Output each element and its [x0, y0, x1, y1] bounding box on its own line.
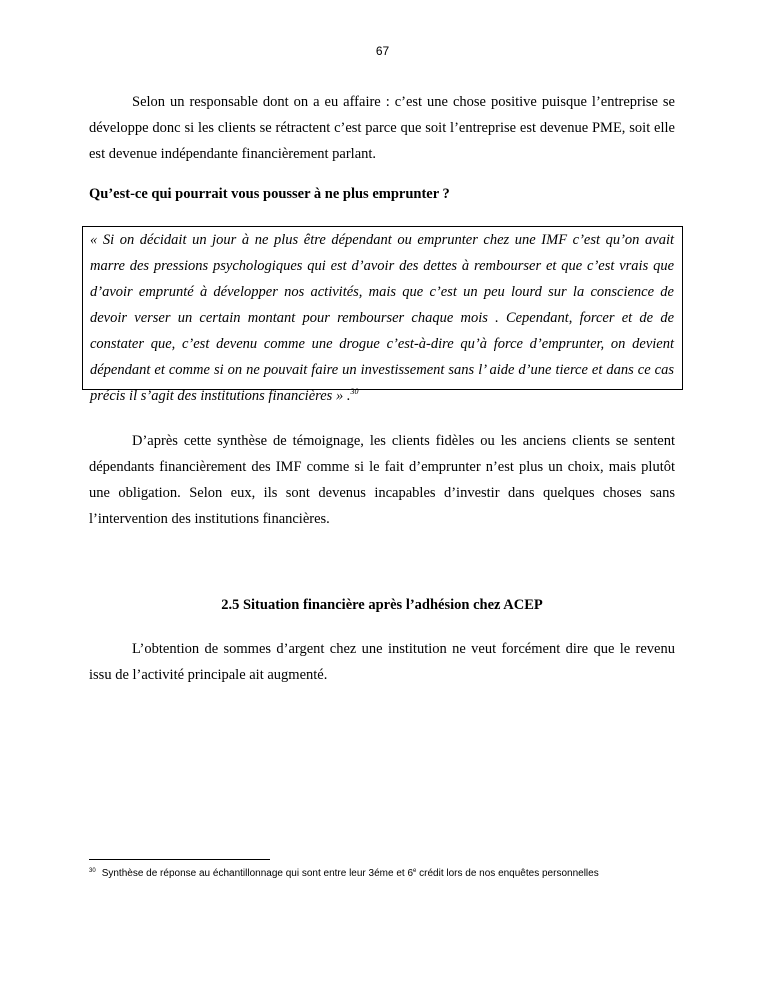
paragraph-responsable: Selon un responsable dont on a eu affaire : c’est une chose positive puisque l’entreprise se développe donc si les clients se rétractent c’est parce que soit l’entreprise est devenue PME, soit elle est devenue indépendante financièrement parlant. — [89, 94, 675, 162]
paragraph-obtention: L’obtention de sommes d’argent chez une institution ne veut forcément dire que le revenu issu de l’activité principale ait augmenté. — [89, 641, 675, 683]
footnote-text-before: Synthèse de réponse au échantillonnage qui sont entre leur 3éme et 6 — [101, 868, 414, 879]
footnote-reference[interactable]: 30 — [350, 387, 359, 396]
footnote — [89, 868, 689, 879]
paragraph-synthese: D’après cette synthèse de témoignage, les clients fidèles ou les anciens clients se sentent dépendants financièrement des IMF comme si le fait d’emprunter n’est plus un choix, mais plutôt une obligation. Selon eux, ils sont devenus incapables d’investir dans quelques choses sans l’intervention des institutions financières. — [89, 433, 675, 527]
quote-text: « Si on décidait un jour à ne plus être dépendant ou emprunter chez une IMF c’est qu’on avait marre des pressions psychologiques qui est d’avoir des dettes à rembourser et que c’est vrais que d’avoir emprunté à développer nos activités, mais que c’est un peu lourd sur la conscience de devoir verser un certain montant pour rembourser chaque mois . Cependant, forcer et de de constater que, c’est devenu comme une drogue c’est-à-dire qu’à force d’emprunter, on devient dépendant et comme si on ne pouvait faire un investissement sans l’ aide d’une tierce et dans ce cas précis il s’agit des institutions financières » . — [90, 232, 674, 404]
page-number: 67 — [375, 44, 390, 58]
footnote-superscript: e — [413, 868, 417, 874]
section-title: 2.5 Situation financière après l’adhésion chez ACEP — [221, 597, 543, 613]
quote-box — [82, 226, 683, 404]
footnote-text-after: crédit lors de nos enquêtes personnelles — [416, 868, 599, 879]
quote-paragraph — [90, 227, 674, 409]
question-heading: Qu’est-ce qui pourrait vous pousser à ne plus emprunter ? — [89, 186, 450, 202]
footnote-separator — [89, 859, 270, 860]
footnote-number: 30 — [89, 868, 96, 874]
